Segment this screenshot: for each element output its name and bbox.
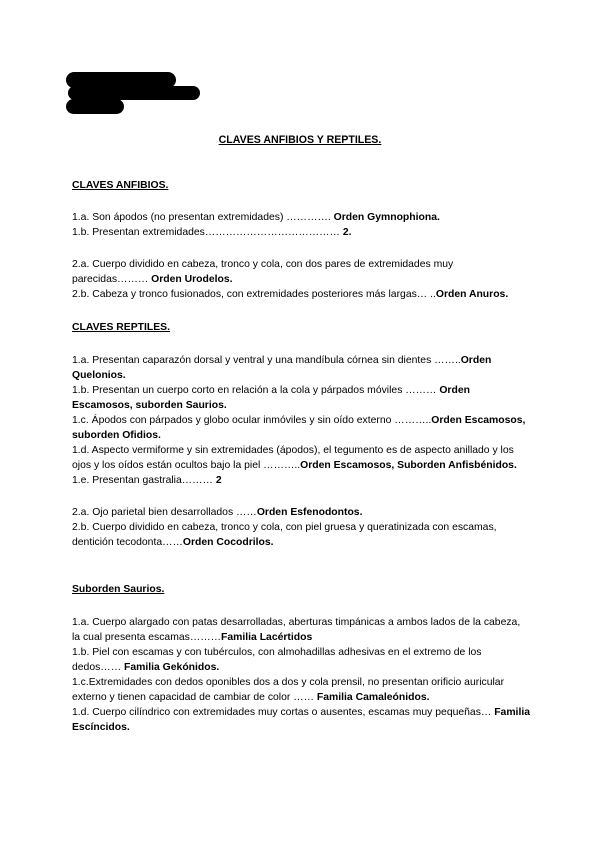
- anfibios-key-1b: 1.b. Presentan extremidades………………………………… 2.: [72, 227, 352, 238]
- document-title: CLAVES ANFIBIOS Y REPTILES.: [218, 134, 382, 146]
- reptiles-key-1e: 1.e. Presentan gastralia……… 2: [72, 475, 222, 486]
- reptiles-key-2b: 2.b. Cuerpo dividido en cabeza, tronco y cola, con piel gruesa y queratinizada con escamas, dentición tecodonta……Orden Cocodrilos.: [72, 522, 497, 548]
- heading-anfibios: CLAVES ANFIBIOS.: [72, 180, 169, 191]
- saurios-key-1c: 1.c.Extremidades con dedos oponibles dos a dos y cola prensil, no presentan orificio auricular externo y tienen capacidad de cambiar de color …… Familia Camaleónidos.: [72, 677, 505, 703]
- reptiles-key-1a: 1.a. Presentan caparazón dorsal y ventral y una mandíbula córnea sin dientes ……..Orden Quelonios.: [72, 355, 492, 381]
- reptiles-key-1d: 1.d. Aspecto vermiforme y sin extremidades (ápodos), el tegumento es de aspecto anillado y los ojos y los oídos están ocultos bajo la piel ………..Orden Escamosos, Suborden Anfisbénidos.: [72, 445, 517, 471]
- reptiles-key-2a: 2.a. Ojo parietal bien desarrollados ……Orden Esfenodontos.: [72, 507, 363, 518]
- redaction-block-3: [66, 99, 124, 114]
- reptiles-key-1b: 1.b. Presentan un cuerpo corto en relación a la cola y párpados móviles ……… Orden Escamosos, suborden Saurios.: [72, 385, 470, 411]
- heading-saurios: Suborden Saurios.: [72, 584, 165, 595]
- redaction-block-2: [68, 86, 200, 100]
- heading-reptiles: CLAVES REPTILES.: [72, 322, 170, 333]
- saurios-key-1d: 1.d. Cuerpo cilíndrico con extremidades muy cortas o ausentes, escamas muy pequeñas… Familia Escíncidos.: [72, 707, 530, 733]
- anfibios-key-2b: 2.b. Cabeza y tronco fusionados, con extremidades posteriores más largas… ..Orden Anuros.: [72, 289, 509, 300]
- saurios-key-1b: 1.b. Piel con escamas y con tubérculos, con almohadillas adhesivas en el extremo de los dedos…… Familia Gekónidos.: [72, 647, 482, 673]
- anfibios-key-1a: 1.a. Son ápodos (no presentan extremidades) …………. Orden Gymnophiona.: [72, 212, 440, 223]
- anfibios-key-2a: 2.a. Cuerpo dividido en cabeza, tronco y cola, con dos pares de extremidades muy parecidas……… Orden Urodelos.: [72, 259, 454, 285]
- reptiles-key-1c: 1.c. Ápodos con párpados y globo ocular inmóviles y sin oído externo ………..Orden Escamosos, suborden Ofidios.: [72, 415, 526, 441]
- document-body: [72, 178, 530, 735]
- saurios-key-1a: 1.a. Cuerpo alargado con patas desarrolladas, aberturas timpánicas a ambos lados de la cabeza, la cual presenta escamas………Familia Lacértidos: [72, 617, 521, 643]
